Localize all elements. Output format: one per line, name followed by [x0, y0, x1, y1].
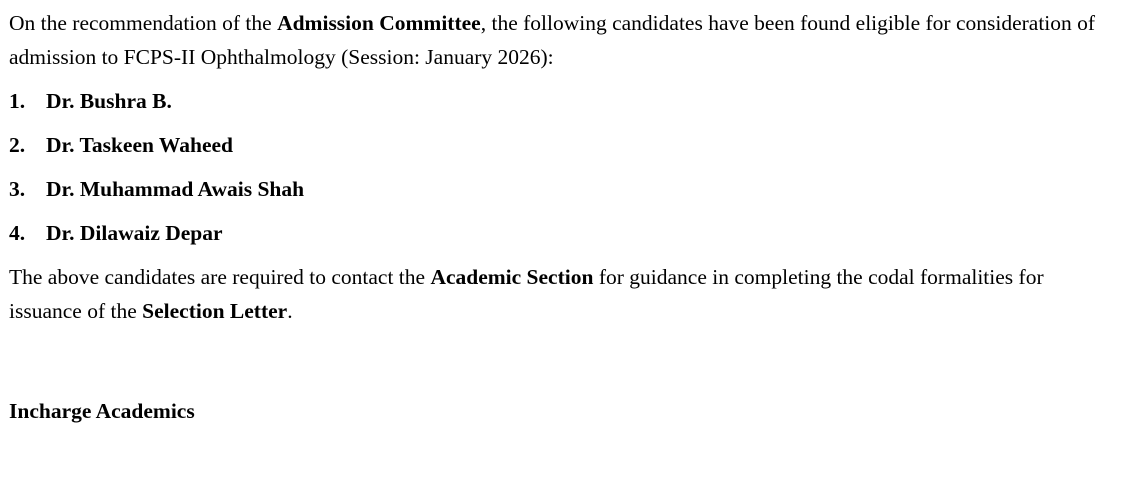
closing-text-3: .	[287, 299, 293, 323]
closing-text-2: for guidance in completing the codal formalities for issuance of the	[9, 265, 1044, 323]
list-item	[9, 128, 1119, 162]
list-item	[9, 84, 1119, 118]
list-item-number: 1.	[9, 89, 26, 113]
admission-committee-bold-text: Admission Committee	[277, 11, 481, 35]
list-item	[9, 172, 1119, 206]
closing-text-1: The above candidates are required to contact the	[9, 265, 431, 289]
list-item-number: 2.	[9, 133, 26, 157]
intro-paragraph	[9, 6, 1111, 74]
list-item-number: 4.	[9, 221, 26, 245]
candidate-name: Dr. Dilawaiz Depar	[46, 221, 223, 245]
list-item-number: 3.	[9, 177, 26, 201]
closing-paragraph	[9, 260, 1111, 328]
selection-letter-bold-text: Selection Letter	[142, 299, 288, 323]
candidate-name: Dr. Taskeen Waheed	[46, 133, 233, 157]
candidate-name: Dr. Muhammad Awais Shah	[46, 177, 305, 201]
intro-text-end: , the following candidates have been found eligible for consideration of admission to FCPS-II Ophthalmology (Session: January 2026):	[9, 11, 1096, 69]
academic-section-bold-text: Academic Section	[430, 265, 594, 289]
intro-text-start: On the recommendation of the	[9, 11, 278, 35]
signature-line: Incharge Academics	[9, 399, 195, 423]
candidate-name: Dr. Bushra B.	[46, 89, 172, 113]
candidate-list	[9, 84, 1119, 250]
list-item	[9, 216, 1119, 250]
